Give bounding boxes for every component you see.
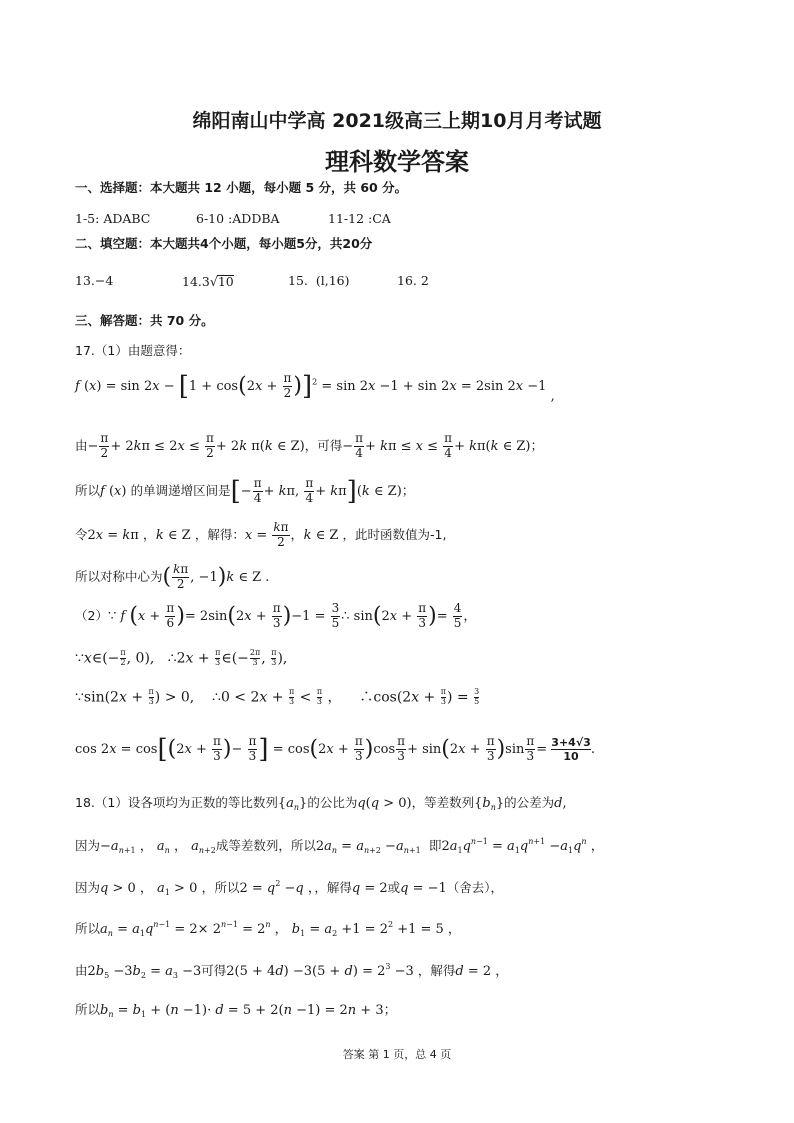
q18-setup: 18.（1）设各项均为正数的等比数列$\{a_n\}$的公比为q(q > 0)，等差数列$\{b_n\}$的公差为d, (75, 795, 567, 812)
q17-symmetry-center: 所以对称中心为( $\frac{k\pi}{2}$ , −1)k ∈ Z . (75, 562, 270, 591)
q17-intro: 17.（1）由题意得： (75, 343, 191, 358)
q18-general-an: 所以$a_n = a_1q^{n-1} = 2\times 2^{n-1} = 2^n$ ， $b_1 = a_2 +1 = 2^2 +1 = 5$ ， (75, 920, 461, 938)
q17-part2-given: （2）∵ f (x + $\frac{\pi}{6}$ )= 2sin(2x + $\frac{\pi}{3}$ )−1 = $\frac{3}{5}$ ∴ sin(2x + $\frac{\pi}{3}$ )= $\frac{4}{5}$ ， (75, 601, 477, 630)
q17-cos2x-result: cos 2x = cos[(2x + $\frac{\pi}{3}$ )− $\frac{\pi}{3}$ ] = cos(2x + $\frac{\pi}{3}$ )cos $\frac{\pi}{3}$ + sin(2x + $\frac{\pi}{3}$ )sin $\frac{\pi}{3}$ = $\frac{3+4√3}{10}$ . (75, 734, 595, 765)
choice-answer-1-5: 1-5: ADABC (75, 211, 151, 226)
fill-answer-13: 13.−4 (75, 273, 114, 288)
q17-symmetry-solve: 令2x = kπ ，k ∈ Z ，解得：x = $\frac{k\pi}{2}$ ，k ∈ Z ，此时函数值为-1, (75, 520, 447, 549)
q17-answer-numerator: 3+4√3 (551, 735, 591, 749)
q17-answer-denominator: 10 (563, 749, 579, 763)
fill-answers (75, 273, 429, 289)
fill-answer-14: 14.3√10 (182, 274, 234, 289)
choice-answers (75, 211, 391, 226)
q17-increasing-interval: 所以f (x) 的单调递增区间是[− $\frac{\pi}{4}$ + kπ, $\frac{\pi}{4}$ + kπ](k ∈ Z)； (75, 476, 415, 507)
exam-title: 绵阳南山中学高 2021级高三上期10月月考试题 (192, 110, 602, 132)
q17-sign-analysis: ∵sin(2x + $\frac{\pi}{3}$ ) > 0, ∴0 < 2x + $\frac{\pi}{3}$ < $\frac{\pi}{3}$ ， ∴cos(2x + $\frac{\pi}{3}$ ) = $\frac{3}{5}$ (75, 687, 480, 706)
fill-answer-15: 15. (l,16) (288, 273, 350, 288)
q18-solve-q: 因为q > 0 ， $a_1 > 0$ ，所以$2 = q^2 -q$ ，，解得q = 2或q = −1（舍去）， (75, 879, 504, 897)
section2-heading: 二、填空题：本大题共4个小题，每小题5分，共20分 (75, 236, 373, 251)
q17-equation-fx: f (x) = sin 2x − [1 + cos(2x + $\frac{\pi}{2}$ )]$^2$ = sin 2x −1 + sin 2x = 2sin 2x −1 , (75, 371, 555, 404)
q18-general-bn: 所以$b_n = b_1 + (n -1)\cdot d = 5 + 2(n -1) = 2n + 3$； (75, 1002, 397, 1019)
section3-heading: 三、解答题：共 70 分。 (75, 313, 214, 328)
answer-title: 理科数学答案 (325, 148, 469, 176)
q17-x-range: ∵x∈(− $\frac{\pi}{2}$ , 0), ∴2x + $\frac{\pi}{3}$ ∈(− $\frac{2\pi}{3}$ , $\frac{\pi}{3}$ ), (75, 648, 288, 667)
q18-solve-d: 由$2b_5 -3b_2 = a_3 -3$可得$2(5 + 4d) -3(5 + d) = 2^3 -3$ ，解得d = 2 ， (75, 962, 509, 980)
section1-heading: 一、选择题：本大题共 12 小题，每小题 5 分，共 60 分。 (75, 180, 408, 195)
page-footer: 答案 第 1 页，总 4 页 (342, 1048, 452, 1061)
fill-answer-16: 16. 2 (397, 273, 429, 288)
choice-answer-11-12: 11-12 :CA (328, 211, 391, 226)
q17-increasing-interval-derivation: 由− $\frac{\pi}{2}$ + 2kπ ≤ 2x ≤ $\frac{\pi}{2}$ + 2k π(k ∈ Z)，可得− $\frac{\pi}{4}$ + kπ ≤ x ≤ $\frac{\pi}{4}$ + kπ(k ∈ Z)； (75, 431, 544, 460)
q18-arithmetic-condition: 因为$-a_{n+1}$ ， $a_n$ ， $a_{n+2}$成等差数列，所以$2a_n = a_{n+2} -a_{n+1}$ 即$2a_1q^{n-1} = a_1q^{n+1} -a_1q^n$ ， (75, 837, 604, 855)
choice-answer-6-10: 6-10 :ADDBA (196, 211, 280, 226)
